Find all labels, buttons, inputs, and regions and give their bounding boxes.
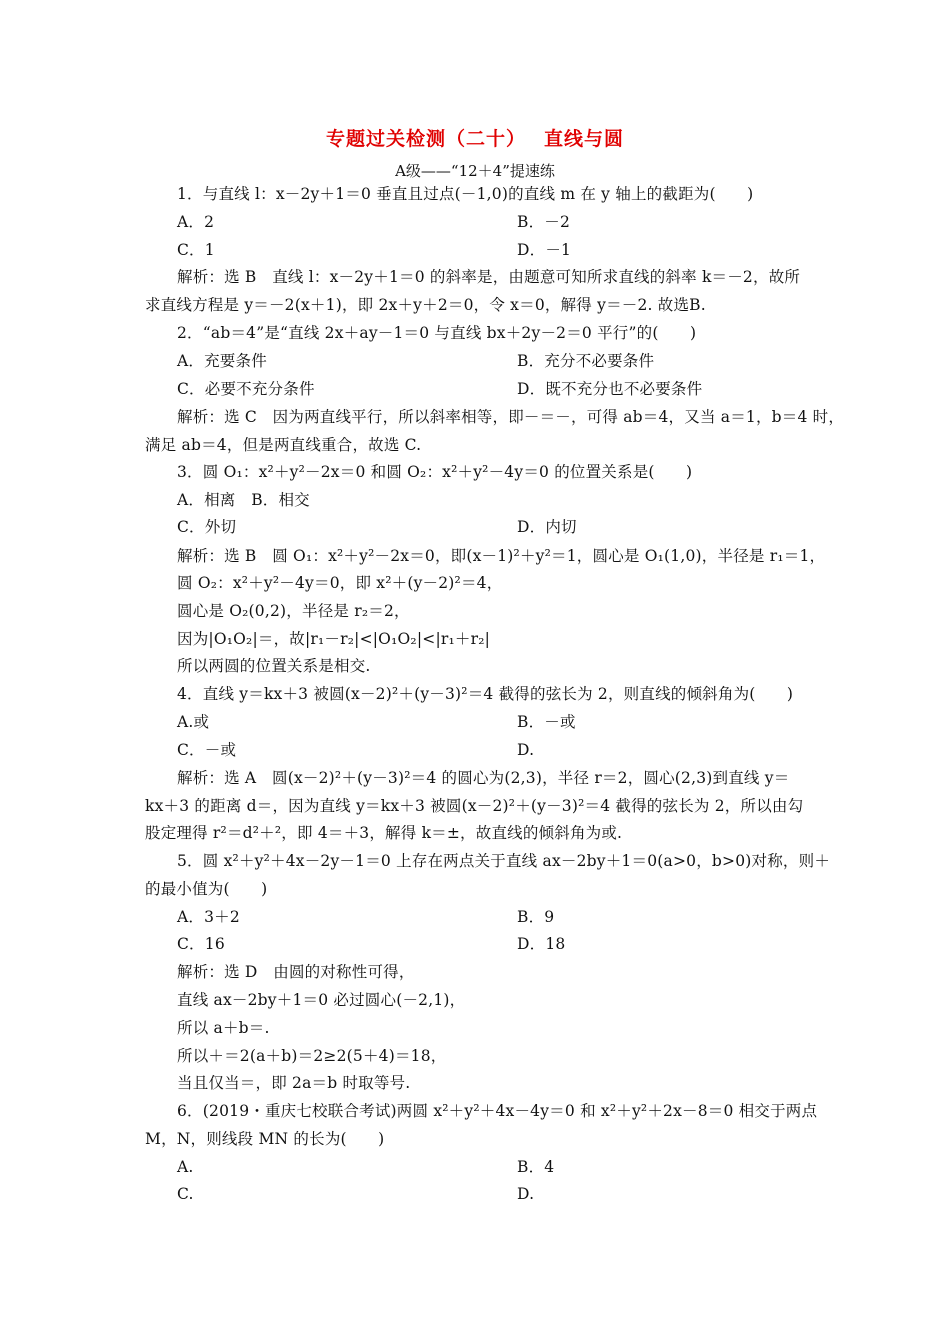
question-2-option-d: D．既不充分也不必要条件: [517, 380, 703, 398]
question-1-option-d: D．－1: [517, 241, 572, 259]
question-2-option-a: A．充要条件: [177, 352, 267, 370]
question-2-stem: 2．“ab＝4”是“直线 2x＋ay－1＝0 与直线 bx＋2y－2＝0 平行”的( ): [177, 324, 697, 342]
question-4-solution-line: 解析：选 A 圆(x－2)²＋(y－3)²＝4 的圆心为(2,3)，半径 r＝2，圆心(2,3)到直线 y＝: [177, 769, 790, 787]
question-3-option-c: C．外切: [177, 518, 237, 536]
question-5-solution-line: 解析：选 D 由圆的对称性可得，: [177, 963, 415, 981]
question-4-option-a: A.或: [177, 713, 210, 731]
question-1-option-a: A．2: [177, 213, 215, 231]
question-6-option-a: A.: [177, 1158, 194, 1176]
question-5-option-b: B．9: [517, 908, 555, 926]
question-4-option-b: B．－或: [517, 713, 576, 731]
page-title: 专题过关检测（二十） 直线与圆: [325, 128, 625, 150]
question-5-solution-line: 所以 a＋b＝.: [177, 1019, 270, 1037]
question-3-solution-line: 所以两圆的位置关系是相交.: [177, 657, 371, 675]
question-6-stem: 6．(2019・重庆七校联合考试)两圆 x²＋y²＋4x－4y＝0 和 x²＋y²＋2x－8＝0 相交于两点: [177, 1102, 818, 1120]
question-3-solution-line: 圆 O₂：x²＋y²－4y＝0，即 x²＋(y－2)²＝4，: [177, 574, 503, 592]
question-5-solution-line: 当且仅当＝，即 2a＝b 时取等号.: [177, 1074, 411, 1092]
question-5-stem: 5．圆 x²＋y²＋4x－2y－1＝0 上存在两点关于直线 ax－2by＋1＝0(a>0，b>0)对称，则＋: [177, 852, 831, 870]
question-3-stem: 3．圆 O₁：x²＋y²－2x＝0 和圆 O₂：x²＋y²－4y＝0 的位置关系是( ): [177, 463, 693, 481]
question-3-solution-line: 因为|O₁O₂|＝，故|r₁－r₂|<|O₁O₂|<|r₁＋r₂|: [177, 630, 491, 648]
question-6-stem: M，N，则线段 MN 的长为( ): [145, 1130, 385, 1148]
question-4-solution-line: kx＋3 的距离 d＝，因为直线 y＝kx＋3 被圆(x－2)²＋(y－3)²＝4 截得的弦长为 2，所以由勾: [145, 797, 804, 815]
question-1-solution-line: 求直线方程是 y＝－2(x＋1)，即 2x＋y＋2＝0，令 x＝0，解得 y＝－2. 故选B.: [145, 296, 706, 314]
question-2-solution-line: 满足 ab＝4，但是两直线重合，故选 C.: [145, 436, 422, 454]
question-5-option-d: D．18: [517, 935, 566, 953]
question-5-solution-line: 直线 ax－2by＋1＝0 必过圆心(－2,1)，: [177, 991, 466, 1009]
question-6-option-d: D.: [517, 1185, 535, 1203]
question-5-solution-line: 所以＋＝2(a＋b)＝2≥2(5＋4)＝18，: [177, 1047, 447, 1065]
question-3-solution-line: 解析：选 B 圆 O₁：x²＋y²－2x＝0，即(x－1)²＋y²＝1，圆心是 O₁(1,0)，半径是 r₁＝1，: [177, 547, 826, 565]
question-1-solution-line: 解析：选 B 直线 l：x－2y＋1＝0 的斜率是，由题意可知所求直线的斜率 k＝－2，故所: [177, 268, 801, 286]
question-2-solution-line: 解析：选 C 因为两直线平行，所以斜率相等，即－＝－，可得 ab＝4，又当 a＝1，b＝4 时，: [177, 408, 845, 426]
question-1-option-b: B．－2: [517, 213, 571, 231]
question-6-option-b: B．4: [517, 1158, 555, 1176]
question-4-stem: 4．直线 y＝kx＋3 被圆(x－2)²＋(y－3)²＝4 截得的弦长为 2，则直线的倾斜角为( ): [177, 685, 794, 703]
question-4-option-c: C．－或: [177, 741, 237, 759]
question-4-option-d: D.: [517, 741, 535, 759]
question-6-option-c: C.: [177, 1185, 194, 1203]
question-2-option-b: B．充分不必要条件: [517, 352, 655, 370]
question-1-stem: 1．与直线 l：x－2y＋1＝0 垂直且过点(－1,0)的直线 m 在 y 轴上的截距为( ): [177, 185, 754, 203]
question-3-options-ab: A．相离 B．相交: [177, 491, 310, 509]
section-subtitle: A级——“12＋4”提速练: [395, 162, 555, 180]
question-3-option-d: D．内切: [517, 518, 577, 536]
question-4-solution-line: 股定理得 r²＝d²＋²，即 4＝＋3，解得 k＝±，故直线的倾斜角为或.: [145, 824, 623, 842]
question-3-solution-line: 圆心是 O₂(0,2)，半径是 r₂＝2，: [177, 602, 410, 620]
question-5-stem: 的最小值为( ): [145, 880, 268, 898]
question-1-option-c: C．1: [177, 241, 215, 259]
question-5-option-a: A．3＋2: [177, 908, 240, 926]
question-5-option-c: C．16: [177, 935, 225, 953]
question-2-option-c: C．必要不充分条件: [177, 380, 315, 398]
